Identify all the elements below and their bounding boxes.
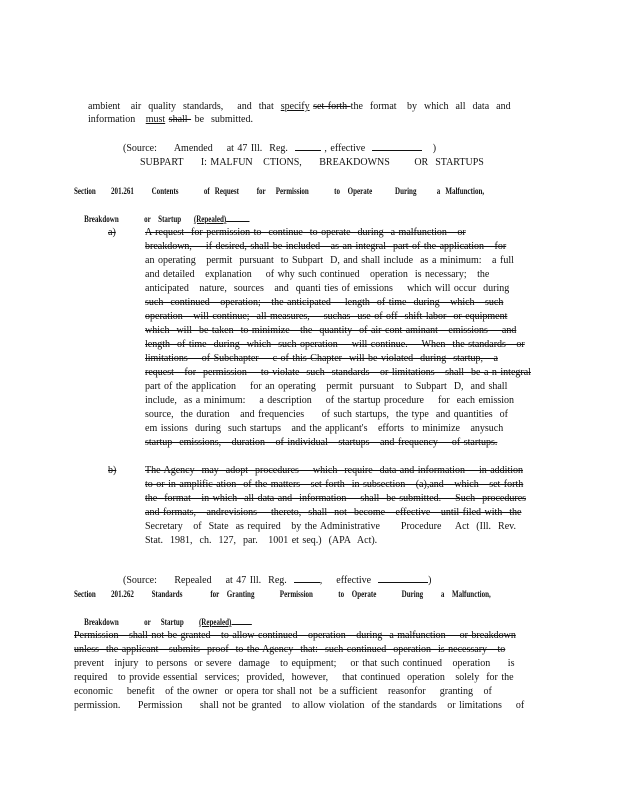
para-a-line: which will be taken to minimize the quantity of air cont aminant emissions and xyxy=(145,325,517,336)
inserted-text: must xyxy=(145,114,166,125)
para-a-line: breakdown, if desired, shall be included as an integral part of the application for xyxy=(145,241,507,252)
repealed-label: (Repealed) xyxy=(193,214,227,224)
para-262-line: Permission shall not be granted to allow continued operation during a malfunction or breakdown xyxy=(74,630,516,641)
para-a-line: include, as a minimum: a description of the startup procedure for each emission xyxy=(145,395,515,406)
para-a-line: operation will continue; all measures, suchas use of off shift labor or equipment xyxy=(145,311,508,322)
repealed-label: (Repealed) xyxy=(198,617,232,627)
para-262-line: prevent injury to persons or severe damage to equipment; or that such continued operation is xyxy=(74,658,515,669)
blank-line xyxy=(372,141,422,151)
para-b-line: the format in which all data and information shall be submitted. Such procedures xyxy=(145,493,527,504)
subpart-title: SUBPART I: MALFUN CTIONS, BREAKDOWNS OR STARTUPS xyxy=(140,157,484,168)
para-a-line: startup emissions, duration of individual startups and frequency of startups. xyxy=(145,437,498,448)
section-201-261-heading-2: Breakdown or Startup (Repealed) xyxy=(74,200,250,237)
para-b-label: b) xyxy=(108,465,117,476)
para-a-line: anticipated nature, sources and quanti ties of emissions which will occur during xyxy=(145,283,510,294)
blank-line xyxy=(378,573,428,583)
para-b-line: Secretary of State as required by the Administrative Procedure Act (Ill. Rev. xyxy=(145,521,516,532)
blank-line xyxy=(295,141,321,151)
para-a-line: an operating permit pursuant to Subpart D, and shall include as a minimum: a full xyxy=(145,255,514,266)
source-note-repealed: (Source: Repealed at 47 Ill. Reg. , effective ) xyxy=(123,575,432,586)
para-a-label: a) xyxy=(108,227,116,238)
blank-line xyxy=(294,573,320,583)
para-262-line: required to provide essential services; provided, however, that continued operation solely for the xyxy=(74,672,514,683)
para-b-line: to or in amplific ation of the matters set forth in subsection (a),and which set forth xyxy=(145,479,524,490)
para-b-line: The Agency may adopt procedures which require data and information in addition xyxy=(145,465,524,476)
section-201-262-heading-2: Breakdown or Startup (Repealed) xyxy=(74,603,252,640)
para-a-line: request for permission to violate such standards or limitations shall be a n integral xyxy=(145,367,531,378)
para-b-line: Stat. 1981, ch. 127, par. 1001 et seq.) (APA Act). xyxy=(145,535,378,546)
section-201-262-heading: Section 201.262 Standards for Granting Permission to Operate During a Malfunction, xyxy=(74,589,491,599)
para-a-line: and detailed explanation of why such continued operation is necessary; the xyxy=(145,269,490,280)
deleted-text: set forth xyxy=(313,101,351,112)
para-262-line: unless the applicant submits proof to the Agency that: such continued operation is necessary to xyxy=(74,644,506,655)
para-a-line: such continued operation; the anticipated length of time during which such xyxy=(145,297,504,308)
para-a-line: length of time during which such operation will continue. When the standards or xyxy=(145,339,525,350)
para-a-line: A request for permission to continue to operate during a malfunction or xyxy=(145,227,466,238)
para-262-line: permission. Permission shall not be granted to allow violation of the standards or limitations of xyxy=(74,700,525,711)
para-262-line: economic benefit of the owner or opera tor shall not be a sufficient reasonfor granting of xyxy=(74,686,492,697)
inserted-text: specify xyxy=(280,101,310,112)
intro-line-2: information must shall be submitted. xyxy=(88,114,253,125)
para-b-line: and formats, andrevisions thereto, shall not become effective until filed with the xyxy=(145,507,522,518)
para-a-line: part of the application for an operating permit pursuant to Subpart D, and shall xyxy=(145,381,508,392)
blank-line xyxy=(226,212,249,222)
para-a-line: limitations of Subchapter c of this Chapter will be violated during startup, a xyxy=(145,353,498,364)
section-201-261-heading: Section 201.261 Contents of Request for Permission to Operate During a Malfunction, xyxy=(74,186,485,196)
deleted-text: shall xyxy=(168,114,192,125)
blank-line xyxy=(231,615,251,625)
para-a-line: source, the duration and frequencies of such startups, the type and quantities of xyxy=(145,409,509,420)
intro-line-1: ambient air quality standards, and that specify set forth the format by which all data and xyxy=(88,101,511,112)
source-note-amended: (Source: Amended at 47 Ill. Reg. , effective ) xyxy=(123,143,437,154)
para-a-line: em issions during such startups and the applicant's efforts to minimize anysuch xyxy=(145,423,504,434)
